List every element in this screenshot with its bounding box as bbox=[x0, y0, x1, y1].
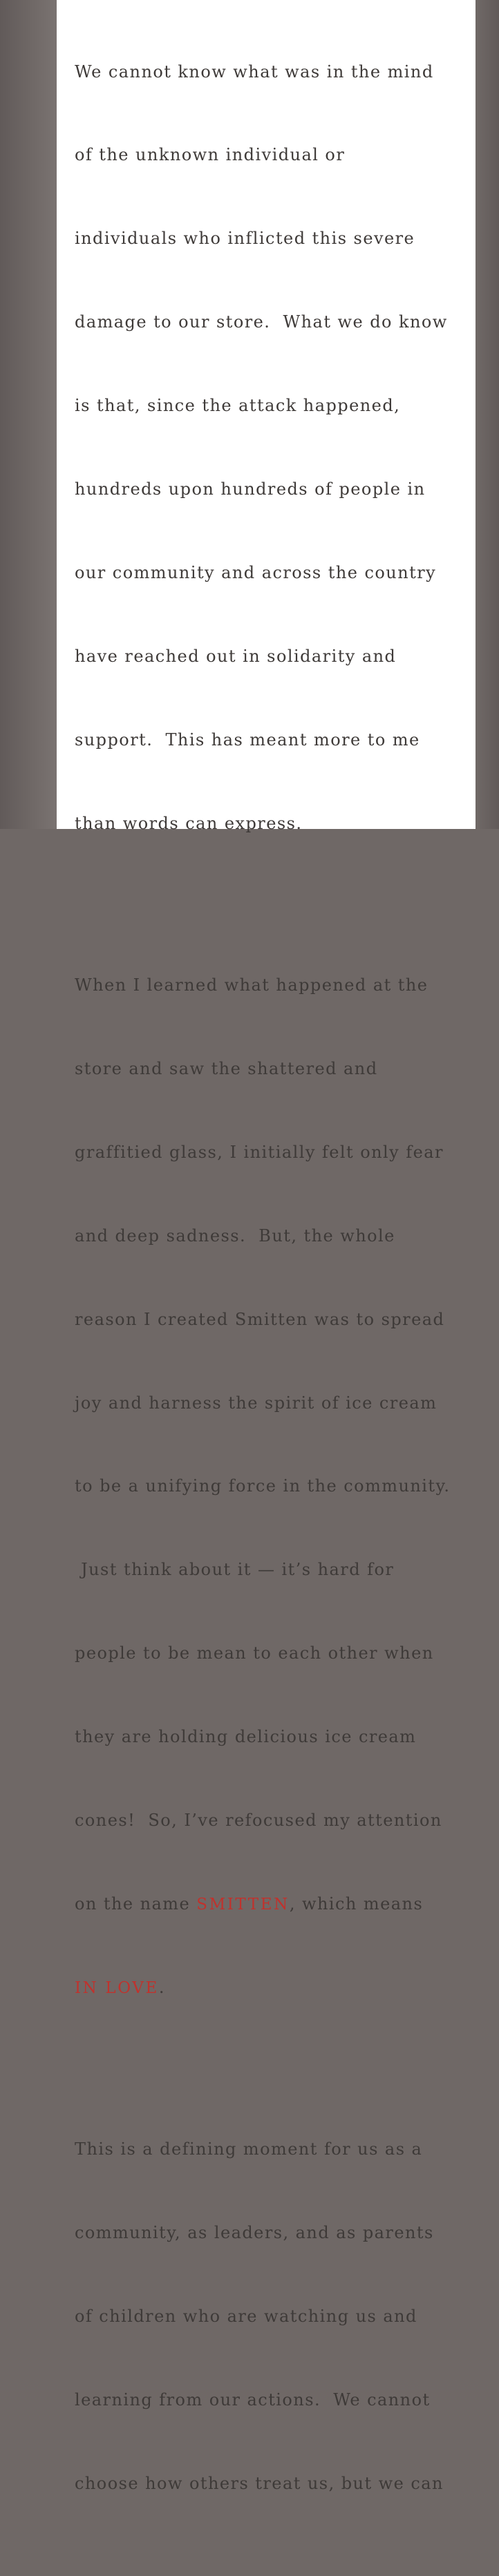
text-line: than words can express. bbox=[75, 813, 303, 833]
paragraph-3 bbox=[75, 2080, 476, 2553]
text-fragment: . bbox=[158, 1977, 165, 1997]
text-line: graffitied glass, I initially felt only fear bbox=[75, 1142, 444, 1162]
text-fragment: on the name bbox=[75, 1893, 197, 1914]
left-background-edge bbox=[0, 0, 57, 829]
text-line: individuals who inflicted this severe bbox=[75, 229, 415, 249]
text-line: When I learned what happened at the bbox=[75, 975, 429, 995]
text-line: our community and across the country bbox=[75, 562, 437, 582]
text-line: support. This has meant more to me bbox=[75, 729, 420, 750]
text-line: learning from our actions. We cannot bbox=[75, 2389, 431, 2410]
text-line-smitten bbox=[75, 1890, 476, 1918]
text-line: is that, since the attack happened, bbox=[75, 396, 401, 416]
text-line: have reached out in solidarity and bbox=[75, 646, 397, 666]
text-line: community, as leaders, and as parents bbox=[75, 2223, 434, 2243]
text-line: choose how others treat us, but we can bbox=[75, 2473, 444, 2493]
text-line: of the unknown individual or bbox=[75, 145, 346, 165]
paragraph-1 bbox=[75, 2, 476, 893]
letter-body bbox=[75, 2, 476, 2576]
text-line: Just think about it — it’s hard for bbox=[75, 1560, 395, 1580]
text-line: cones! So, I’ve refocused my attention bbox=[75, 1811, 442, 1830]
letter-page bbox=[57, 0, 476, 2493]
text-line: We cannot know what was in the mind bbox=[75, 61, 434, 82]
text-line: of children who are watching us and bbox=[75, 2307, 417, 2327]
text-fragment: , which means bbox=[289, 1893, 424, 1914]
text-line: This is a defining moment for us as a bbox=[75, 2139, 423, 2159]
text-line: joy and harness the spirit of ice cream bbox=[75, 1393, 437, 1413]
paragraph-2 bbox=[75, 916, 476, 2057]
text-line: store and saw the shattered and bbox=[75, 1058, 378, 1078]
in-love-highlight: IN LOVE bbox=[75, 1978, 159, 1997]
right-background-edge bbox=[476, 0, 499, 829]
text-line-in-love bbox=[75, 1974, 476, 2001]
smitten-highlight: SMITTEN bbox=[196, 1895, 290, 1914]
text-line: hundreds upon hundreds of people in bbox=[75, 479, 426, 499]
text-line: reason I created Smitten was to spread bbox=[75, 1309, 445, 1329]
text-line: people to be mean to each other when bbox=[75, 1643, 434, 1663]
text-line: damage to our store. What we do know bbox=[75, 312, 448, 332]
text-line: to be a unifying force in the community. bbox=[75, 1476, 451, 1496]
text-line: they are holding delicious ice cream bbox=[75, 1727, 417, 1747]
text-line: and deep sadness. But, the whole bbox=[75, 1225, 395, 1246]
